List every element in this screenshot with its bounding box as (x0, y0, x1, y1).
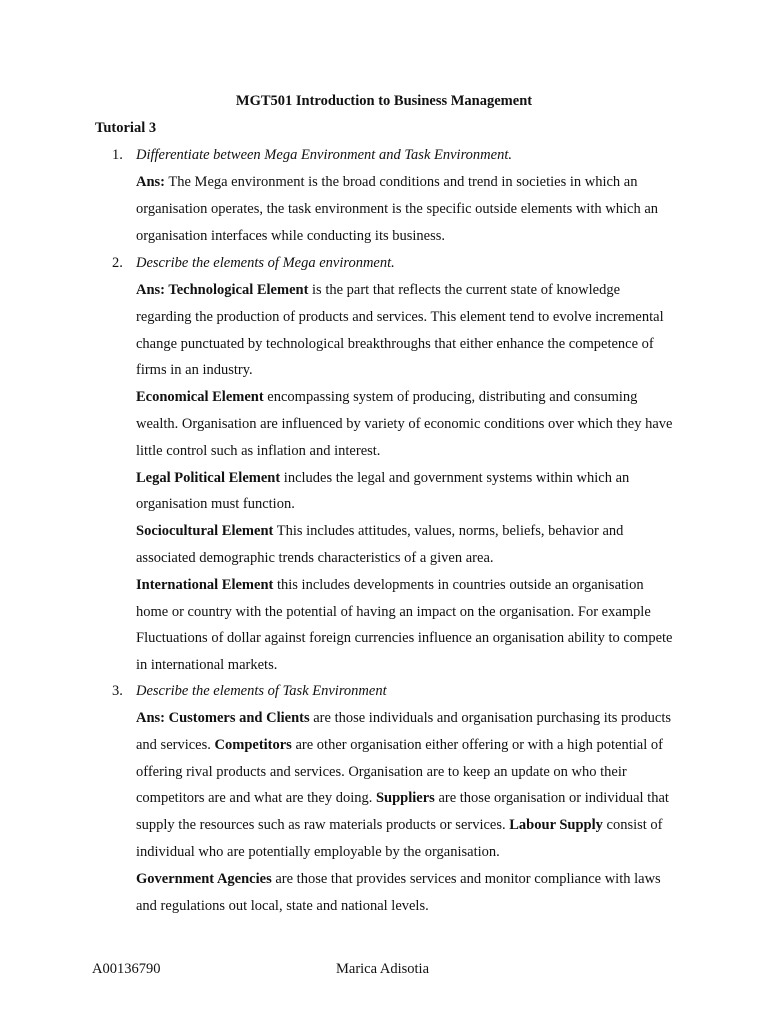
economical-element-paragraph (136, 384, 676, 464)
paragraph-text: are those that provides services and monitor compliance with laws and regulations out local, state and national levels. (136, 870, 661, 914)
paragraph-label: International Element (136, 576, 274, 593)
answer-1 (136, 169, 676, 249)
paragraph-text: are those individuals and organisation purchasing its products and services. (136, 710, 671, 753)
answer-label: Ans: (136, 174, 166, 190)
term-government-agencies: Government Agencies (136, 870, 272, 887)
technological-element-paragraph (136, 277, 676, 384)
legal-political-element-paragraph (136, 465, 676, 519)
question-2 (112, 255, 395, 272)
answer-2 (136, 277, 676, 679)
international-element-paragraph (136, 572, 676, 679)
paragraph-label: Ans: Technological Element (136, 282, 309, 298)
answer-paragraph (136, 169, 676, 249)
paragraph-text: encompassing system of producing, distributing and consuming wealth. Organisation are influenced by variety of economic conditions over which they have little control such as inflation and interest. (136, 389, 673, 459)
question-number: 3. (112, 683, 123, 699)
footer-student-id: A00136790 (92, 961, 161, 977)
term-suppliers: Suppliers (375, 790, 435, 807)
question-3 (112, 683, 387, 700)
paragraph-text: includes the legal and government systems within which an organisation must function. (136, 469, 630, 513)
paragraph-text: are those organisation or individual that supply the resources such as raw materials products or services. (136, 790, 669, 834)
footer-student-name: Marica Adisotia (336, 961, 430, 977)
paragraph-text: this includes developments in countries outside an organisation home or country with the potential of having an impact on the organisation. For example Fluctuations of dollar against foreign currencies influence an organisation ability to compete in international markets. (136, 576, 673, 674)
sociocultural-element-paragraph (136, 518, 676, 572)
document-title: MGT501 Introduction to Business Management (235, 93, 533, 109)
answer-text: The Mega environment is the broad conditions and trend in societies in which an organisation operates, the task environment is the specific outside elements with which an organisation interfaces while conducting its business. (136, 174, 658, 244)
term-competitors: Competitors (214, 736, 292, 753)
paragraph-label: Sociocultural Element (136, 523, 274, 540)
paragraph-text: are other organisation either offering or with a high potential of offering rival products and services. Organisation are to keep an update on who their competitors are and what are they doing. (136, 736, 663, 807)
answer-3 (136, 705, 676, 919)
question-text: Differentiate between Mega Environment and Task Environment. (136, 147, 512, 163)
paragraph-text: This includes attitudes, values, norms, beliefs, behavior and associated demographic trends characteristics of a given area. (136, 523, 624, 566)
government-agencies-paragraph (136, 866, 676, 920)
question-text: Describe the elements of Task Environment (136, 683, 387, 699)
term-customers-clients: Ans: Customers and Clients (136, 710, 310, 726)
question-text: Describe the elements of Mega environment. (136, 255, 395, 271)
question-number: 1. (112, 147, 123, 163)
paragraph-label: Economical Element (136, 389, 264, 406)
question-number: 2. (112, 255, 123, 271)
term-labour-supply: Labour Supply (509, 817, 603, 834)
question-1 (112, 147, 512, 164)
tutorial-heading: Tutorial 3 (95, 120, 157, 136)
task-environment-paragraph (136, 705, 676, 866)
paragraph-label: Legal Political Element (136, 469, 281, 486)
paragraph-text: consist of individual who are potentially employable by the organisation. (136, 817, 663, 860)
paragraph-text: is the part that reflects the current state of knowledge regarding the production of products and services. This element tend to evolve incremental change punctuated by technological breakthroughs that either enhance the competence of firms in an industry. (136, 282, 664, 379)
